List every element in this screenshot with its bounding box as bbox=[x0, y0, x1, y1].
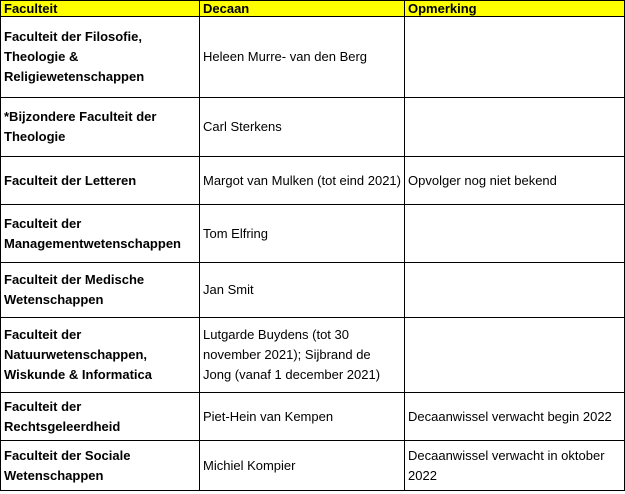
table-row bbox=[1, 157, 625, 205]
cell-decaan: Margot van Mulken (tot eind 2021) bbox=[200, 157, 405, 205]
cell-faculteit: Faculteit der Sociale Wetenschappen bbox=[1, 441, 200, 491]
cell-decaan: Jan Smit bbox=[200, 263, 405, 318]
cell-decaan: Lutgarde Buydens (tot 30 november 2021); Sijbrand de Jong (vanaf 1 december 2021) bbox=[200, 318, 405, 393]
cell-opmerking: Decaanwissel verwacht begin 2022 bbox=[405, 393, 625, 441]
table-row bbox=[1, 98, 625, 157]
cell-opmerking: Opvolger nog niet bekend bbox=[405, 157, 625, 205]
header-opmerking: Opmerking bbox=[405, 1, 625, 17]
cell-decaan: Michiel Kompier bbox=[200, 441, 405, 491]
table-header-row bbox=[1, 1, 625, 17]
cell-decaan: Tom Elfring bbox=[200, 205, 405, 263]
cell-faculteit: Faculteit der Rechtsgeleerdheid bbox=[1, 393, 200, 441]
table-row bbox=[1, 17, 625, 98]
cell-faculteit: Faculteit der Natuurwetenschappen, Wiskunde & Informatica bbox=[1, 318, 200, 393]
cell-opmerking bbox=[405, 205, 625, 263]
cell-decaan: Heleen Murre- van den Berg bbox=[200, 17, 405, 98]
cell-decaan: Carl Sterkens bbox=[200, 98, 405, 157]
table-row bbox=[1, 263, 625, 318]
cell-faculteit: Faculteit der Filosofie, Theologie & Religiewetenschappen bbox=[1, 17, 200, 98]
cell-faculteit: Faculteit der Medische Wetenschappen bbox=[1, 263, 200, 318]
table-row bbox=[1, 205, 625, 263]
cell-opmerking bbox=[405, 318, 625, 393]
table-row bbox=[1, 393, 625, 441]
table-row bbox=[1, 441, 625, 491]
cell-faculteit: Faculteit der Managementwetenschappen bbox=[1, 205, 200, 263]
header-decaan: Decaan bbox=[200, 1, 405, 17]
cell-decaan: Piet-Hein van Kempen bbox=[200, 393, 405, 441]
cell-opmerking: Decaanwissel verwacht in oktober 2022 bbox=[405, 441, 625, 491]
cell-faculteit: Faculteit der Letteren bbox=[1, 157, 200, 205]
cell-opmerking bbox=[405, 263, 625, 318]
cell-faculteit: *Bijzondere Faculteit der Theologie bbox=[1, 98, 200, 157]
cell-opmerking bbox=[405, 98, 625, 157]
header-faculteit: Faculteit bbox=[1, 1, 200, 17]
table-row bbox=[1, 318, 625, 393]
cell-opmerking bbox=[405, 17, 625, 98]
